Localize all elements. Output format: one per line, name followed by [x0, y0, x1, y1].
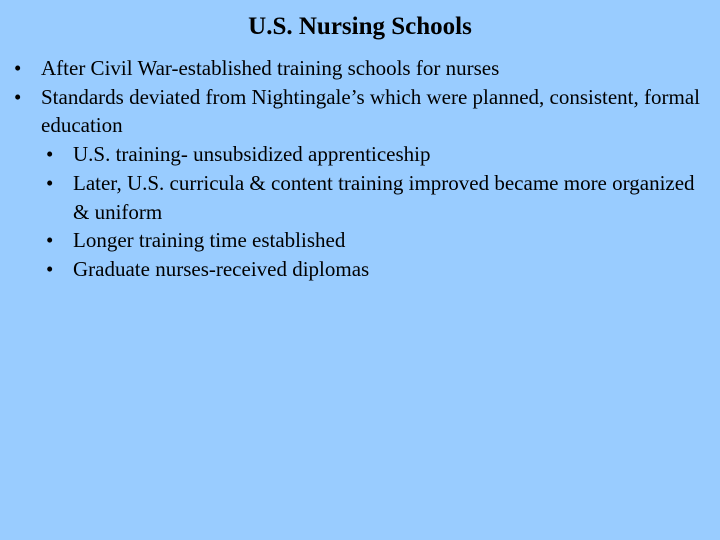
list-item	[0, 83, 720, 140]
list-item	[0, 54, 720, 83]
list-item-text: Longer training time established	[73, 228, 346, 253]
bullet-icon: •	[46, 228, 54, 253]
sub-list-item	[0, 255, 720, 284]
list-item-text: Later, U.S. curricula & content training improved became more organized & uniform	[73, 170, 695, 224]
slide-title: U.S. Nursing Schools	[248, 13, 472, 40]
sub-list-item	[0, 226, 720, 255]
sub-list-item	[0, 140, 720, 169]
list-item-text: Graduate nurses-received diplomas	[73, 256, 370, 281]
bullet-list	[0, 54, 720, 284]
list-item-text: After Civil War-established training schools for nurses	[41, 56, 500, 80]
list-item-text: U.S. training- unsubsidized apprenticeship	[73, 142, 431, 167]
bullet-icon: •	[14, 56, 22, 80]
bullet-icon: •	[14, 84, 22, 109]
sub-list-item	[0, 169, 720, 226]
bullet-icon: •	[46, 170, 54, 195]
list-item-text: Standards deviated from Nightingale’s which were planned, consistent, formal education	[41, 84, 700, 138]
bullet-icon: •	[46, 142, 54, 167]
bullet-icon: •	[46, 256, 54, 281]
